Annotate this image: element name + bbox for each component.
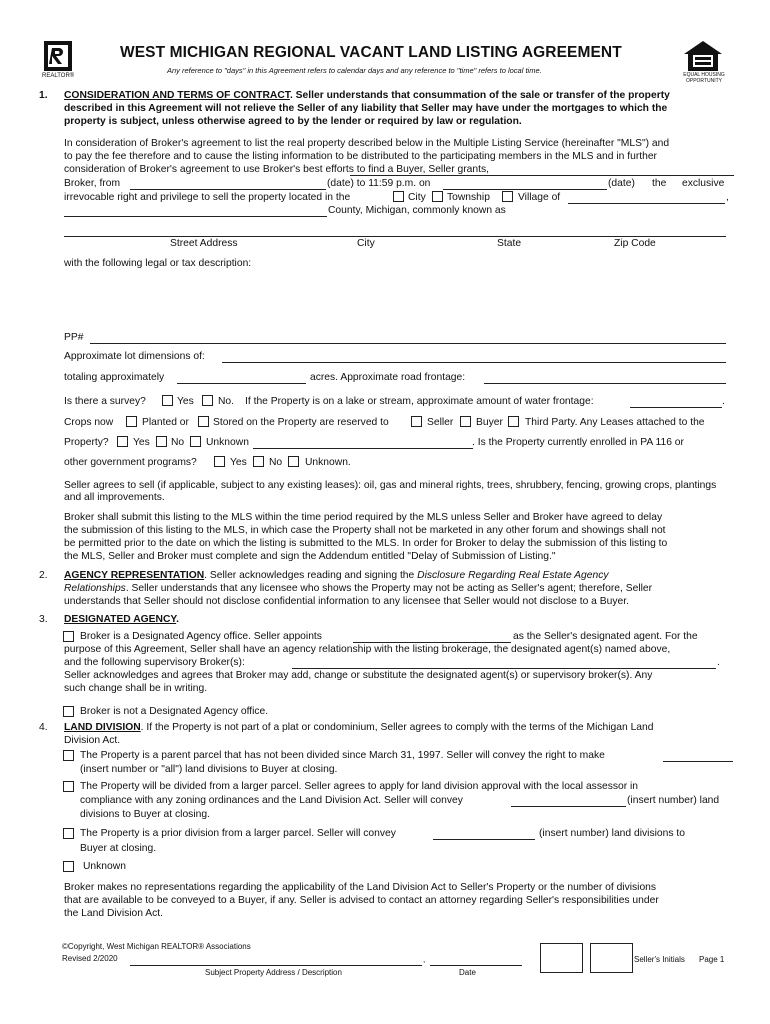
- survey-yes-label: Yes: [177, 396, 194, 407]
- section-2-heading: AGENCY REPRESENTATION: [64, 570, 205, 581]
- leases-unknown-label: Unknown: [206, 437, 249, 448]
- designated-agency-text: Broker is a Designated Agency office. Seller appoints: [80, 631, 322, 642]
- section-2-line1: [64, 570, 609, 581]
- other-gov-label: other government programs?: [64, 457, 197, 468]
- end-date-field[interactable]: [443, 189, 607, 190]
- not-designated-agency-checkbox[interactable]: [63, 706, 74, 717]
- pa116-label: . Is the Property currently enrolled in PA 116 or: [472, 437, 684, 448]
- section-2-text-1b: Disclosure Regarding Real Estate Agency: [417, 570, 609, 581]
- leases-yes-checkbox[interactable]: [117, 436, 128, 447]
- seller-initials-label: Seller's Initials: [634, 955, 685, 964]
- designated-agency-checkbox[interactable]: [63, 631, 74, 642]
- divided-parcel-checkbox[interactable]: [63, 781, 74, 792]
- pa116-unknown-checkbox[interactable]: [288, 456, 299, 467]
- section-2-line2: [64, 583, 652, 594]
- section-2-text-2b: . Seller understands that any licensee who shows the Property may not be acting as Seller's agent; therefore, Seller: [125, 583, 653, 594]
- date-to-label: (date) to 11:59 p.m. on: [327, 178, 431, 189]
- section-2-number: 2.: [39, 570, 48, 581]
- submit-text-3: be permitted prior to the date on which the listing is submitted to the MLS. In order for Broker to delay the submission of this listing to: [64, 538, 668, 549]
- village-label: Village of: [518, 192, 561, 203]
- period-2: .: [717, 657, 720, 668]
- pa116-no-checkbox[interactable]: [253, 456, 264, 467]
- totaling-label: totaling approximately: [64, 372, 165, 383]
- pa116-yes-checkbox[interactable]: [214, 456, 225, 467]
- equal-housing-text: EQUAL HOUSING OPPORTUNITY: [683, 72, 725, 84]
- land-division-unknown-checkbox[interactable]: [63, 861, 74, 872]
- street-address-label: Street Address: [170, 238, 238, 249]
- page-number: Page 1: [699, 955, 725, 964]
- third-party-label: Third Party. Any Leases attached to the: [525, 417, 705, 428]
- start-date-field[interactable]: [130, 189, 326, 190]
- section-4-heading: LAND DIVISION: [64, 722, 141, 733]
- lot-dimensions-field[interactable]: [222, 362, 726, 363]
- section-1-bold-text-3: property is subject, unless otherwise agreed to by the lender or required by law or regulation.: [64, 116, 522, 127]
- comma-1: ,: [726, 192, 729, 203]
- reserved-buyer-checkbox[interactable]: [460, 416, 471, 427]
- city-caption: City: [357, 238, 375, 249]
- seller-initials-box-1[interactable]: [540, 943, 583, 973]
- crops-stored-checkbox[interactable]: [198, 416, 209, 427]
- land-division-note-2: that are available to be conveyed to a Buyer, if any. Seller is advised to contact an attorney regarding Seller's responsibilities under: [64, 895, 659, 906]
- leases-yes-label: Yes: [133, 437, 150, 448]
- municipality-field[interactable]: [568, 203, 725, 204]
- submit-text-4: the MLS, Seller and Broker must complete and sign the Addendum entitled "Delay of Submission of Listing.": [64, 551, 556, 562]
- reserved-seller-checkbox[interactable]: [411, 416, 422, 427]
- township-checkbox[interactable]: [432, 191, 443, 202]
- page-subtitle: Any reference to "days" in this Agreement refers to calendar days and any reference to "time" refers to local time.: [167, 66, 542, 75]
- designated-agent-field[interactable]: [353, 642, 511, 643]
- rights-paragraph: Seller agrees to sell (if applicable, subject to any existing leases): oil, gas and mineral rights, trees, shrubbery, fencing, growing crops, plantings and all improvements.: [64, 480, 717, 504]
- water-frontage-label: If the Property is on a lake or stream, approximate amount of water frontage:: [245, 396, 594, 407]
- pp-number-field[interactable]: [90, 343, 726, 344]
- footer-date-field[interactable]: [430, 965, 522, 966]
- lot-dimensions-label: Approximate lot dimensions of:: [64, 351, 205, 362]
- equal-housing-logo: [682, 40, 726, 88]
- parent-parcel-text-2: (insert number or "all") land divisions to Buyer at closing.: [80, 764, 338, 775]
- irrevocable-text: irrevocable right and privilege to sell the property located in the: [64, 192, 351, 203]
- stored-label: Stored on the Property are reserved to: [213, 417, 389, 428]
- legal-description-label: with the following legal or tax description:: [64, 258, 252, 269]
- survey-yes-checkbox[interactable]: [162, 395, 173, 406]
- section-4-text-2: Division Act.: [64, 735, 121, 746]
- section-3-heading-line: [64, 614, 179, 625]
- crops-now-label: Crops now: [64, 417, 114, 428]
- section-2-text-1a: . Seller acknowledges reading and signing the: [204, 570, 415, 581]
- section-2-text-2a: Relationships: [64, 583, 126, 594]
- section-2-text-3: understands that Seller should not disclose confidential information to any licensee that Seller would not disclose to a Buyer.: [64, 596, 629, 607]
- land-division-note-1: Broker makes no representations regarding the applicability of the Land Division Act to Seller's Property or the number of divisions: [64, 882, 657, 893]
- pp-label: PP#: [64, 332, 84, 343]
- county-label: County, Michigan, commonly known as: [328, 205, 506, 216]
- zip-caption: Zip Code: [614, 238, 656, 249]
- parent-parcel-checkbox[interactable]: [63, 750, 74, 761]
- pa116-unknown-label: Unknown.: [305, 457, 351, 468]
- prior-division-text-3: Buyer at closing.: [80, 843, 157, 854]
- survey-no-checkbox[interactable]: [202, 395, 213, 406]
- prior-division-text-2: (insert number) land divisions to: [539, 828, 685, 839]
- road-frontage-field[interactable]: [484, 383, 726, 384]
- consideration-text-2: to pay the fee therefore and to cause the listing information to be distributed to the participating members in the MLS and in further: [64, 151, 657, 162]
- section-3-heading-dot: .: [176, 614, 180, 625]
- land-divisions-count-field-2[interactable]: [511, 806, 626, 807]
- reserved-third-party-checkbox[interactable]: [508, 416, 519, 427]
- the-label: the: [652, 178, 667, 189]
- pa116-no-label: No: [269, 457, 283, 468]
- land-division-unknown-label: Unknown: [83, 861, 126, 872]
- land-divisions-count-field-3[interactable]: [433, 839, 535, 840]
- leases-no-checkbox[interactable]: [156, 436, 167, 447]
- survey-no-label: No.: [218, 396, 235, 407]
- equal-housing-icon: [682, 40, 724, 72]
- section-1-number: 1.: [39, 90, 48, 101]
- not-designated-agency-text: Broker is not a Designated Agency office.: [80, 706, 269, 717]
- buyer-label: Buyer: [476, 417, 503, 428]
- survey-label: Is there a survey?: [64, 396, 146, 407]
- exclusive-label: exclusive: [682, 178, 725, 189]
- divided-parcel-text-4: divisions to Buyer at closing.: [80, 809, 210, 820]
- land-divisions-count-field-1[interactable]: [663, 761, 733, 762]
- submit-text-2: the submission of this listing to the MLS, in which case the Property shall not be marketed in any other forum and showings shall not: [64, 525, 666, 536]
- leases-no-label: No: [171, 437, 185, 448]
- water-frontage-field[interactable]: [630, 407, 722, 408]
- supervisory-broker-label: and the following supervisory Broker(s):: [64, 657, 245, 668]
- revised-date: Revised 2/2020: [62, 954, 118, 963]
- section-3-number: 3.: [39, 614, 48, 625]
- designated-text-4: Seller acknowledges and agrees that Broker may add, change or substitute the designated agent(s) or supervisory broker(s). Any: [64, 670, 653, 681]
- section-1-line1: [64, 90, 670, 101]
- realtor-logo-text: REALTOR®: [42, 73, 75, 79]
- section-4-line1: [64, 722, 653, 733]
- prior-division-checkbox[interactable]: [63, 828, 74, 839]
- footer-comma: ,: [423, 955, 426, 964]
- acres-label: acres. Approximate road frontage:: [310, 372, 466, 383]
- designated-text-5: such change shall be in writing.: [64, 683, 208, 694]
- subject-address-label: Subject Property Address / Description: [205, 968, 342, 977]
- copyright: ©Copyright, West Michigan REALTOR® Associations: [62, 942, 251, 951]
- city-checkbox[interactable]: [393, 191, 404, 202]
- county-field[interactable]: [64, 216, 327, 217]
- footer-date-label: Date: [459, 968, 476, 977]
- section-1-bold-text-1: . Seller understands that consummation of the sale or transfer of the property: [289, 90, 670, 101]
- divided-parcel-text-3: (insert number) land: [627, 795, 720, 806]
- section-1-bold-text-2: described in this Agreement will not relieve the Seller of any liability that Seller may have under the mortgages to which the: [64, 103, 668, 114]
- address-field[interactable]: [64, 236, 726, 237]
- crops-planted-checkbox[interactable]: [126, 416, 137, 427]
- planted-label: Planted or: [142, 417, 189, 428]
- period-1: .: [722, 396, 725, 407]
- divided-parcel-text: The Property will be divided from a larger parcel. Seller agrees to apply for land division approval with the local assessor in: [80, 781, 639, 792]
- leases-details-field[interactable]: [253, 448, 473, 449]
- subject-address-field[interactable]: [130, 965, 422, 966]
- supervisory-broker-field[interactable]: [292, 668, 716, 669]
- state-caption: State: [497, 238, 522, 249]
- village-checkbox[interactable]: [502, 191, 513, 202]
- township-label: Township: [447, 192, 490, 203]
- seller-label: Seller: [427, 417, 454, 428]
- designated-text-2: purpose of this Agreement, Seller shall have an agency relationship with the listing brokerage, the designated agent(s) named above,: [64, 644, 671, 655]
- section-4-number: 4.: [39, 722, 48, 733]
- section-1-heading: CONSIDERATION AND TERMS OF CONTRACT: [64, 90, 290, 101]
- seller-initials-box-2[interactable]: [590, 943, 633, 973]
- leases-unknown-checkbox[interactable]: [190, 436, 201, 447]
- section-4-text-1: . If the Property is not part of a plat or condominium, Seller agrees to comply with the terms of the Michigan Land: [140, 722, 654, 733]
- realtor-logo-icon: [40, 40, 80, 74]
- prior-division-text: The Property is a prior division from a larger parcel. Seller will convey: [80, 828, 396, 839]
- divided-parcel-text-2: compliance with any zoning ordinances and the Land Division Act. Seller will convey: [80, 795, 463, 806]
- page-title: WEST MICHIGAN REGIONAL VACANT LAND LISTING AGREEMENT: [120, 44, 622, 61]
- city-label: City: [408, 192, 426, 203]
- grants-blank-line[interactable]: [350, 175, 734, 176]
- date-label: (date): [608, 178, 635, 189]
- broker-from-label: Broker, from: [64, 178, 121, 189]
- section-3-heading: DESIGNATED AGENCY: [64, 614, 177, 625]
- submit-text-1: Broker shall submit this listing to the MLS within the time period required by the MLS unless Seller and Broker have agreed to delay: [64, 512, 663, 523]
- parent-parcel-text: The Property is a parent parcel that has not been divided since March 31, 1997. Seller will convey the right to make: [80, 750, 605, 761]
- realtor-logo: [40, 40, 80, 82]
- consideration-text-1: In consideration of Broker's agreement to list the real property described below in the Multiple Listing Service (hereinafter "MLS") and: [64, 138, 670, 149]
- consideration-text-3: consideration of Broker's agreement to use Broker's best efforts to find a Buyer, Seller grants,: [64, 164, 489, 175]
- designated-agent-suffix: as the Seller's designated agent. For the: [513, 631, 698, 642]
- acres-field[interactable]: [177, 383, 306, 384]
- land-division-note-3: the Land Division Act.: [64, 908, 164, 919]
- leases-property-label: Property?: [64, 437, 109, 448]
- pa116-yes-label: Yes: [230, 457, 247, 468]
